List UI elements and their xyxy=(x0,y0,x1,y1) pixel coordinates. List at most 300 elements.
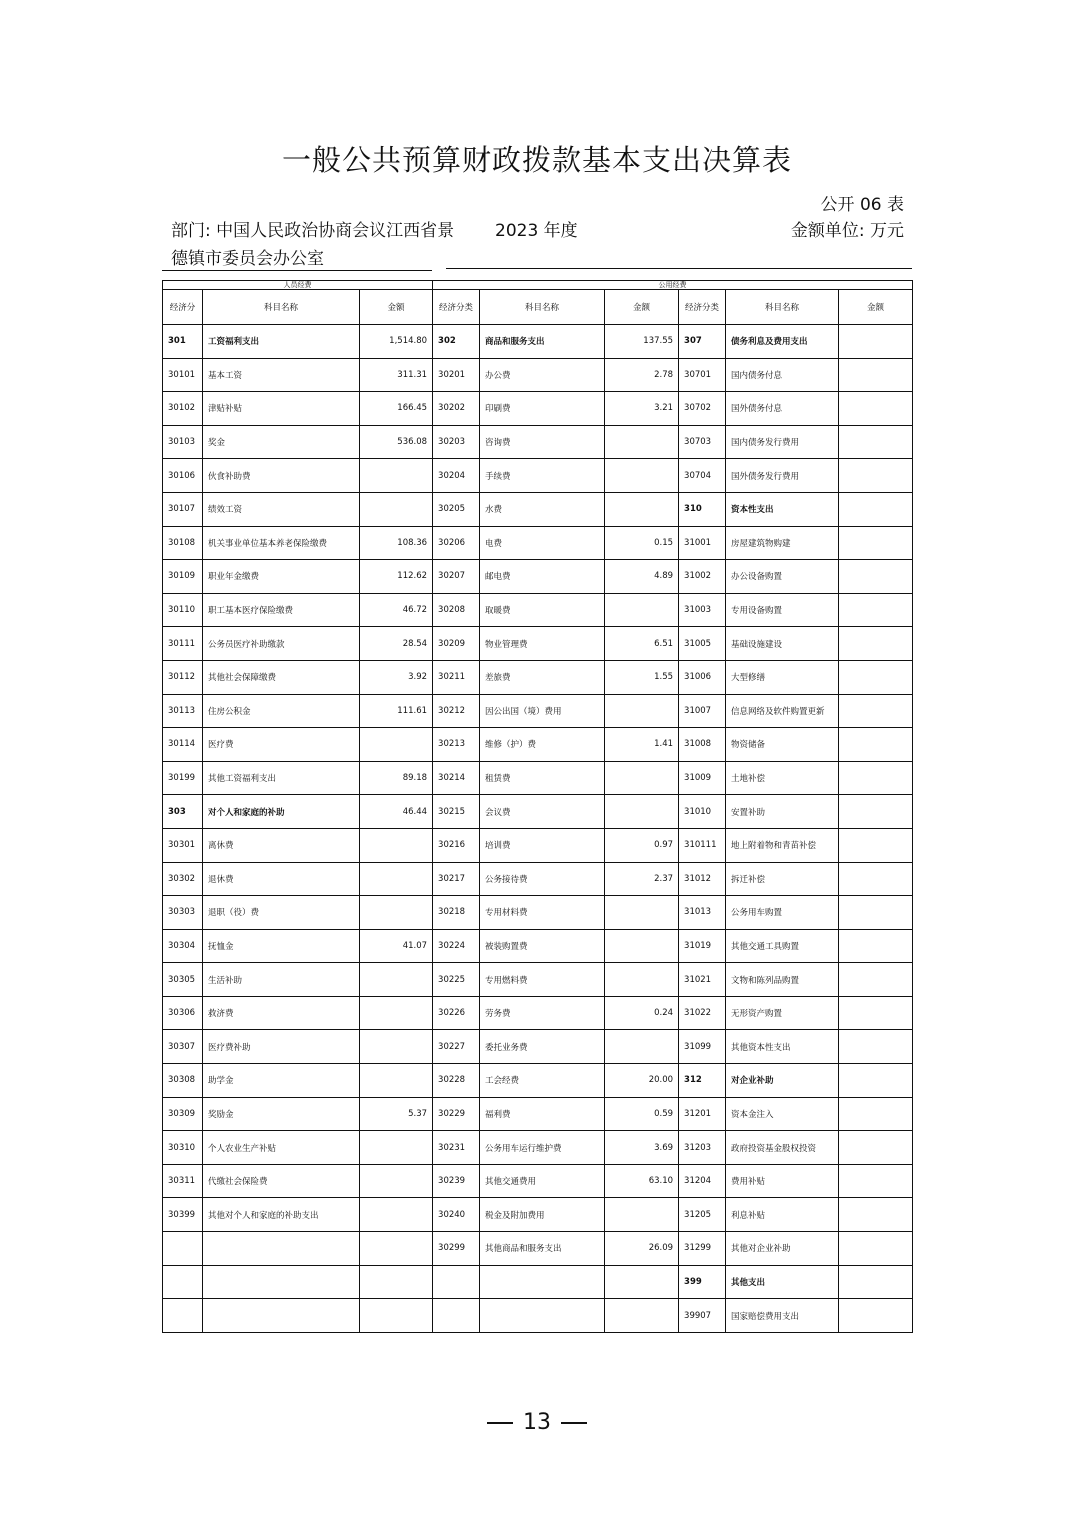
table-row xyxy=(163,761,913,795)
item-name: 伙食补助费 xyxy=(203,459,360,493)
table-row xyxy=(163,1064,913,1098)
item-amount: 46.44 xyxy=(360,795,433,829)
item-name: 工会经费 xyxy=(480,1064,605,1098)
form-number: 公开 06 表 xyxy=(820,195,904,215)
item-amount xyxy=(839,627,913,661)
item-name: 公务员医疗补助缴款 xyxy=(203,627,360,661)
item-code: 31001 xyxy=(679,526,726,560)
item-amount: 41.07 xyxy=(360,929,433,963)
item-name: 安置补助 xyxy=(726,795,839,829)
item-amount xyxy=(839,425,913,459)
item-code: 30203 xyxy=(433,425,480,459)
item-amount xyxy=(360,896,433,930)
item-name: 专用材料费 xyxy=(480,896,605,930)
page-title: 一般公共预算财政拨款基本支出决算表 xyxy=(281,143,792,177)
item-name: 个人农业生产补贴 xyxy=(203,1131,360,1165)
item-code: 30213 xyxy=(433,728,480,762)
item-code: 30112 xyxy=(163,660,203,694)
item-code: 30212 xyxy=(433,694,480,728)
item-code: 31021 xyxy=(679,963,726,997)
item-code: 30109 xyxy=(163,560,203,594)
item-code: 31002 xyxy=(679,560,726,594)
item-code: 30399 xyxy=(163,1198,203,1232)
item-name: 地上附着物和青苗补偿 xyxy=(726,828,839,862)
item-code: 30309 xyxy=(163,1097,203,1131)
item-code: 31010 xyxy=(679,795,726,829)
item-name: 助学金 xyxy=(203,1064,360,1098)
item-code: 31009 xyxy=(679,761,726,795)
table-row xyxy=(163,1164,913,1198)
item-amount xyxy=(360,1198,433,1232)
item-code: 31008 xyxy=(679,728,726,762)
item-amount: 63.10 xyxy=(605,1164,679,1198)
item-name: 公务用车购置 xyxy=(726,896,839,930)
item-code: 30308 xyxy=(163,1064,203,1098)
item-amount xyxy=(839,929,913,963)
item-amount xyxy=(605,896,679,930)
top-rule-right xyxy=(446,268,912,269)
page-number xyxy=(0,1410,1074,1435)
item-amount xyxy=(605,929,679,963)
item-amount xyxy=(360,1164,433,1198)
table-row xyxy=(163,1097,913,1131)
item-amount xyxy=(360,1131,433,1165)
item-name: 拆迁补偿 xyxy=(726,862,839,896)
item-code: 30240 xyxy=(433,1198,480,1232)
group-header-personnel: 人员经费 xyxy=(163,281,433,290)
item-code: 30701 xyxy=(679,358,726,392)
item-code: 31003 xyxy=(679,593,726,627)
item-name: 抚恤金 xyxy=(203,929,360,963)
item-amount xyxy=(360,862,433,896)
item-name: 救济费 xyxy=(203,996,360,1030)
item-amount xyxy=(839,896,913,930)
item-code: 30114 xyxy=(163,728,203,762)
item-code: 312 xyxy=(679,1064,726,1098)
item-code: 30301 xyxy=(163,828,203,862)
item-name: 会议费 xyxy=(480,795,605,829)
item-amount xyxy=(605,593,679,627)
item-amount xyxy=(839,392,913,426)
item-code: 30206 xyxy=(433,526,480,560)
page-number-text: 13 xyxy=(523,1410,551,1435)
item-amount xyxy=(605,1299,679,1333)
item-name: 商品和服务支出 xyxy=(480,325,605,359)
item-name: 国内债务付息 xyxy=(726,358,839,392)
table-row xyxy=(163,1299,913,1333)
item-amount xyxy=(605,795,679,829)
item-name: 其他对个人和家庭的补助支出 xyxy=(203,1198,360,1232)
item-code: 30231 xyxy=(433,1131,480,1165)
item-name: 大型修缮 xyxy=(726,660,839,694)
item-name: 手续费 xyxy=(480,459,605,493)
item-name: 利息补贴 xyxy=(726,1198,839,1232)
item-name: 离休费 xyxy=(203,828,360,862)
item-code: 30311 xyxy=(163,1164,203,1198)
item-code: 30224 xyxy=(433,929,480,963)
item-name: 退休费 xyxy=(203,862,360,896)
item-amount: 3.69 xyxy=(605,1131,679,1165)
item-name: 其他社会保障缴费 xyxy=(203,660,360,694)
item-amount xyxy=(839,358,913,392)
item-amount: 0.24 xyxy=(605,996,679,1030)
item-amount: 1.41 xyxy=(605,728,679,762)
item-amount xyxy=(839,593,913,627)
item-code: 30209 xyxy=(433,627,480,661)
item-name: 国家赔偿费用支出 xyxy=(726,1299,839,1333)
item-amount xyxy=(839,1064,913,1098)
item-name xyxy=(480,1265,605,1299)
item-name: 税金及附加费用 xyxy=(480,1198,605,1232)
table-row xyxy=(163,862,913,896)
dash-right xyxy=(561,1422,587,1424)
item-name: 国外债务发行费用 xyxy=(726,459,839,493)
item-amount: 4.89 xyxy=(605,560,679,594)
item-amount xyxy=(839,1198,913,1232)
item-code: 30217 xyxy=(433,862,480,896)
item-amount xyxy=(360,1030,433,1064)
item-name: 印刷费 xyxy=(480,392,605,426)
column-header: 金额 xyxy=(605,290,679,325)
item-code: 30304 xyxy=(163,929,203,963)
item-name: 其他工资福利支出 xyxy=(203,761,360,795)
item-code: 30199 xyxy=(163,761,203,795)
item-name: 其他交通工具购置 xyxy=(726,929,839,963)
item-amount: 0.15 xyxy=(605,526,679,560)
fiscal-year: 2023 年度 xyxy=(495,221,578,241)
item-name: 专用设备购置 xyxy=(726,593,839,627)
item-amount xyxy=(360,828,433,862)
item-code: 30214 xyxy=(433,761,480,795)
item-amount xyxy=(360,459,433,493)
item-code: 30211 xyxy=(433,660,480,694)
item-amount xyxy=(839,1097,913,1131)
item-code: 31022 xyxy=(679,996,726,1030)
item-code: 30205 xyxy=(433,492,480,526)
item-name: 差旅费 xyxy=(480,660,605,694)
item-amount: 111.61 xyxy=(360,694,433,728)
item-name: 其他支出 xyxy=(726,1265,839,1299)
column-header: 经济分类 xyxy=(433,290,480,325)
item-code: 31005 xyxy=(679,627,726,661)
item-name: 文物和陈列品购置 xyxy=(726,963,839,997)
item-name: 住房公积金 xyxy=(203,694,360,728)
item-amount xyxy=(605,425,679,459)
item-name: 对个人和家庭的补助 xyxy=(203,795,360,829)
item-code: 31007 xyxy=(679,694,726,728)
item-name: 国外债务付息 xyxy=(726,392,839,426)
table-row xyxy=(163,1131,913,1165)
item-amount xyxy=(360,963,433,997)
group-header-public: 公用经费 xyxy=(433,281,913,290)
item-name: 维修（护）费 xyxy=(480,728,605,762)
item-name: 医疗费补助 xyxy=(203,1030,360,1064)
item-amount: 3.21 xyxy=(605,392,679,426)
item-amount xyxy=(839,560,913,594)
table-row xyxy=(163,929,913,963)
table-row xyxy=(163,795,913,829)
item-amount: 0.97 xyxy=(605,828,679,862)
item-name: 其他资本性支出 xyxy=(726,1030,839,1064)
dash-left xyxy=(487,1422,513,1424)
item-code: 31201 xyxy=(679,1097,726,1131)
item-name: 职业年金缴费 xyxy=(203,560,360,594)
item-amount xyxy=(360,1064,433,1098)
item-code: 30306 xyxy=(163,996,203,1030)
item-name: 劳务费 xyxy=(480,996,605,1030)
item-amount: 112.62 xyxy=(360,560,433,594)
item-code: 30202 xyxy=(433,392,480,426)
item-name: 医疗费 xyxy=(203,728,360,762)
item-code: 30110 xyxy=(163,593,203,627)
item-name: 租赁费 xyxy=(480,761,605,795)
item-amount xyxy=(839,1232,913,1266)
item-name: 房屋建筑物购建 xyxy=(726,526,839,560)
item-amount: 1,514.80 xyxy=(360,325,433,359)
item-code: 30307 xyxy=(163,1030,203,1064)
item-name: 福利费 xyxy=(480,1097,605,1131)
item-amount: 6.51 xyxy=(605,627,679,661)
item-amount xyxy=(839,694,913,728)
column-header: 科目名称 xyxy=(203,290,360,325)
item-amount xyxy=(360,1299,433,1333)
item-name: 机关事业单位基本养老保险缴费 xyxy=(203,526,360,560)
table-row xyxy=(163,660,913,694)
item-code: 30102 xyxy=(163,392,203,426)
table-row xyxy=(163,425,913,459)
item-amount xyxy=(605,1030,679,1064)
table-row xyxy=(163,896,913,930)
item-code: 30225 xyxy=(433,963,480,997)
item-name: 咨询费 xyxy=(480,425,605,459)
table-row xyxy=(163,459,913,493)
item-code: 30302 xyxy=(163,862,203,896)
item-amount xyxy=(839,728,913,762)
item-name: 奖励金 xyxy=(203,1097,360,1131)
item-code: 399 xyxy=(679,1265,726,1299)
item-name: 职工基本医疗保险缴费 xyxy=(203,593,360,627)
table-row xyxy=(163,1232,913,1266)
item-amount: 108.36 xyxy=(360,526,433,560)
item-code: 30227 xyxy=(433,1030,480,1064)
item-amount xyxy=(360,728,433,762)
item-name: 津贴补贴 xyxy=(203,392,360,426)
item-name xyxy=(203,1299,360,1333)
column-header: 金额 xyxy=(360,290,433,325)
item-name: 邮电费 xyxy=(480,560,605,594)
item-name: 公务用车运行维护费 xyxy=(480,1131,605,1165)
item-name: 无形资产购置 xyxy=(726,996,839,1030)
table-row xyxy=(163,492,913,526)
item-code: 310 xyxy=(679,492,726,526)
item-amount: 137.55 xyxy=(605,325,679,359)
table-row xyxy=(163,694,913,728)
item-name: 电费 xyxy=(480,526,605,560)
column-header: 金额 xyxy=(839,290,913,325)
amount-unit: 金额单位: 万元 xyxy=(790,221,904,241)
column-header: 经济分类 xyxy=(679,290,726,325)
item-code: 30107 xyxy=(163,492,203,526)
item-code: 30702 xyxy=(679,392,726,426)
item-name: 办公费 xyxy=(480,358,605,392)
item-name: 生活补助 xyxy=(203,963,360,997)
item-amount xyxy=(839,1131,913,1165)
item-code: 30201 xyxy=(433,358,480,392)
item-code: 30108 xyxy=(163,526,203,560)
table-row xyxy=(163,627,913,661)
item-code: 31204 xyxy=(679,1164,726,1198)
item-code: 31099 xyxy=(679,1030,726,1064)
item-amount xyxy=(839,660,913,694)
item-code: 302 xyxy=(433,325,480,359)
item-code: 30305 xyxy=(163,963,203,997)
department-label: 部门: 中国人民政治协商会议江西省景德镇市委员会办公室 xyxy=(171,221,455,269)
item-amount: 2.78 xyxy=(605,358,679,392)
item-code: 30218 xyxy=(433,896,480,930)
item-name: 水费 xyxy=(480,492,605,526)
item-name: 办公设备购置 xyxy=(726,560,839,594)
item-code xyxy=(433,1265,480,1299)
item-amount: 311.31 xyxy=(360,358,433,392)
item-amount xyxy=(839,996,913,1030)
item-amount xyxy=(839,761,913,795)
item-name: 债务利息及费用支出 xyxy=(726,325,839,359)
item-amount xyxy=(605,694,679,728)
table-row xyxy=(163,392,913,426)
item-amount xyxy=(605,1198,679,1232)
item-amount xyxy=(839,459,913,493)
item-name: 绩效工资 xyxy=(203,492,360,526)
item-code: 30239 xyxy=(433,1164,480,1198)
item-name: 信息网络及软件购置更新 xyxy=(726,694,839,728)
item-amount: 1.55 xyxy=(605,660,679,694)
item-code: 31205 xyxy=(679,1198,726,1232)
item-name: 其他交通费用 xyxy=(480,1164,605,1198)
item-name: 费用补贴 xyxy=(726,1164,839,1198)
item-name: 国内债务发行费用 xyxy=(726,425,839,459)
item-amount xyxy=(839,325,913,359)
item-name: 资本性支出 xyxy=(726,492,839,526)
table-row xyxy=(163,728,913,762)
item-code: 30207 xyxy=(433,560,480,594)
item-code: 301 xyxy=(163,325,203,359)
item-name: 取暖费 xyxy=(480,593,605,627)
item-amount xyxy=(839,963,913,997)
item-amount: 3.92 xyxy=(360,660,433,694)
item-code: 30103 xyxy=(163,425,203,459)
item-name: 被装购置费 xyxy=(480,929,605,963)
item-name: 工资福利支出 xyxy=(203,325,360,359)
item-code: 30208 xyxy=(433,593,480,627)
item-name: 退职（役）费 xyxy=(203,896,360,930)
item-code: 30106 xyxy=(163,459,203,493)
table-row xyxy=(163,1198,913,1232)
item-code xyxy=(163,1232,203,1266)
item-code: 30310 xyxy=(163,1131,203,1165)
item-name: 专用燃料费 xyxy=(480,963,605,997)
column-header: 经济分 xyxy=(163,290,203,325)
item-amount xyxy=(360,492,433,526)
item-amount: 20.00 xyxy=(605,1064,679,1098)
item-code: 31012 xyxy=(679,862,726,896)
table-row xyxy=(163,325,913,359)
table-row xyxy=(163,1265,913,1299)
item-name: 培训费 xyxy=(480,828,605,862)
item-amount xyxy=(605,459,679,493)
item-name: 资本金注入 xyxy=(726,1097,839,1131)
item-amount xyxy=(839,1030,913,1064)
table-row xyxy=(163,1030,913,1064)
item-code: 310111 xyxy=(679,828,726,862)
item-code: 30111 xyxy=(163,627,203,661)
item-code xyxy=(163,1265,203,1299)
item-code xyxy=(163,1299,203,1333)
table-row xyxy=(163,526,913,560)
item-amount xyxy=(839,795,913,829)
column-header: 科目名称 xyxy=(726,290,839,325)
top-rule-left xyxy=(162,270,432,271)
table-row xyxy=(163,963,913,997)
item-name: 代缴社会保险费 xyxy=(203,1164,360,1198)
item-amount: 46.72 xyxy=(360,593,433,627)
item-code: 31013 xyxy=(679,896,726,930)
column-header: 科目名称 xyxy=(480,290,605,325)
item-code: 39907 xyxy=(679,1299,726,1333)
item-name: 公务接待费 xyxy=(480,862,605,896)
item-amount xyxy=(839,1164,913,1198)
item-amount xyxy=(605,761,679,795)
item-amount xyxy=(839,1299,913,1333)
item-amount: 28.54 xyxy=(360,627,433,661)
item-amount xyxy=(605,963,679,997)
item-code xyxy=(433,1299,480,1333)
item-amount: 166.45 xyxy=(360,392,433,426)
item-code: 30704 xyxy=(679,459,726,493)
item-amount xyxy=(839,526,913,560)
item-name: 物业管理费 xyxy=(480,627,605,661)
table-row xyxy=(163,560,913,594)
item-code: 31019 xyxy=(679,929,726,963)
item-name: 物资储备 xyxy=(726,728,839,762)
item-amount xyxy=(605,1265,679,1299)
table-row xyxy=(163,593,913,627)
item-amount xyxy=(360,1232,433,1266)
item-code: 30215 xyxy=(433,795,480,829)
item-code: 30299 xyxy=(433,1232,480,1266)
item-code: 30703 xyxy=(679,425,726,459)
item-name: 因公出国（境）费用 xyxy=(480,694,605,728)
item-code: 30113 xyxy=(163,694,203,728)
item-amount xyxy=(605,492,679,526)
item-code: 30216 xyxy=(433,828,480,862)
item-name xyxy=(480,1299,605,1333)
item-amount xyxy=(839,492,913,526)
item-code: 31203 xyxy=(679,1131,726,1165)
item-name xyxy=(203,1265,360,1299)
item-code: 307 xyxy=(679,325,726,359)
table-row xyxy=(163,358,913,392)
item-name: 奖金 xyxy=(203,425,360,459)
item-name xyxy=(203,1232,360,1266)
item-amount xyxy=(360,996,433,1030)
item-amount: 2.37 xyxy=(605,862,679,896)
item-name: 政府投资基金股权投资 xyxy=(726,1131,839,1165)
item-amount: 26.09 xyxy=(605,1232,679,1266)
table-row xyxy=(163,996,913,1030)
item-code: 303 xyxy=(163,795,203,829)
item-amount: 0.59 xyxy=(605,1097,679,1131)
expenditure-table xyxy=(162,280,913,1333)
